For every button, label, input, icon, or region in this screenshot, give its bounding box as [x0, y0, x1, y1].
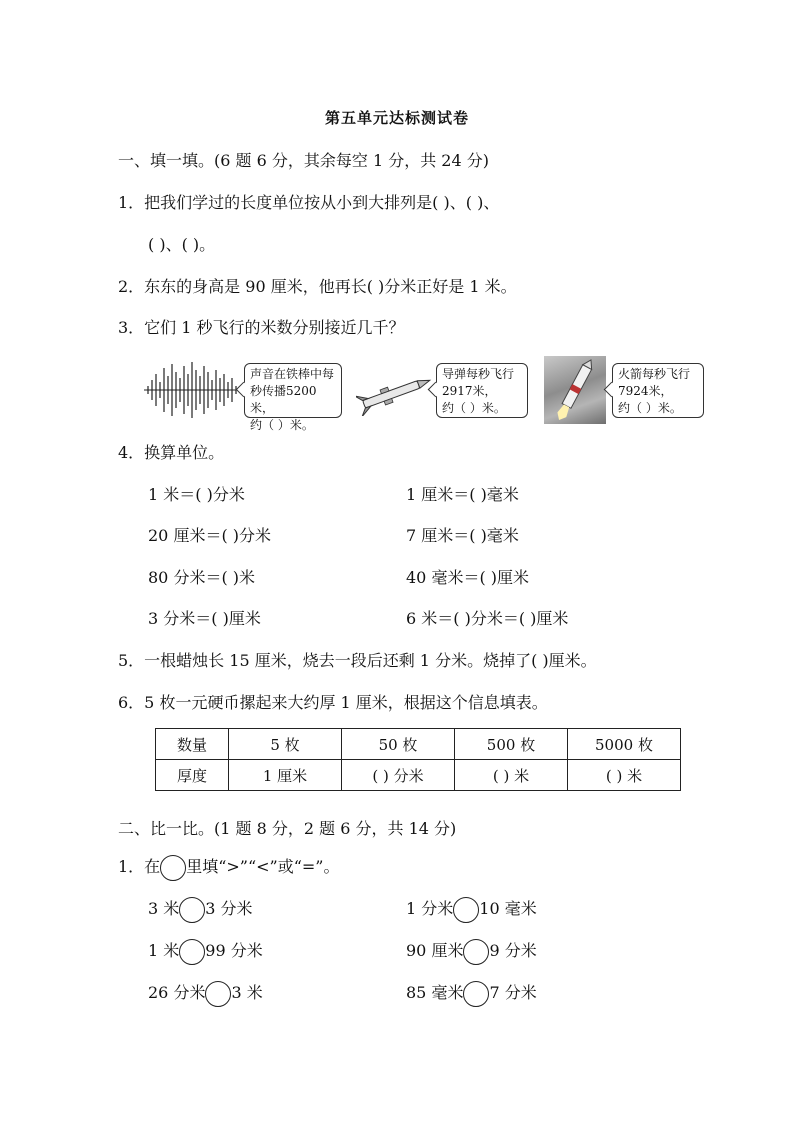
table-cell: ( ) 分米 [342, 760, 455, 791]
compare-left: 26 分米 [148, 983, 206, 1002]
question-3: 3．它们 1 秒飞行的米数分别接近几千？ [118, 318, 405, 337]
answer-circle[interactable] [179, 897, 205, 923]
section2-heading: 二、比一比。(1 题 8 分，2 题 6 分，共 14 分) [118, 819, 457, 838]
question-1-line-2: ( )、( )。 [148, 235, 216, 254]
table-cell: 数量 [156, 729, 229, 760]
rocket-icon [544, 356, 606, 424]
bubble-line: 2917米， [442, 384, 497, 398]
conversion-item: 20 厘米＝( )分米 [148, 526, 272, 545]
section1-heading: 一、填一填。(6 题 6 分，其余每空 1 分，共 24 分) [118, 151, 489, 170]
question-suffix: 里填“>”“<”或“=”。 [186, 857, 340, 876]
compare-right: 10 毫米 [479, 899, 537, 918]
rocket-photo [544, 356, 606, 424]
question-1-line-1: 1．把我们学过的长度单位按从小到大排列是( )、( )、 [118, 193, 500, 212]
bubble-line: 导弹每秒飞行 [442, 367, 515, 381]
answer-circle[interactable] [179, 939, 205, 965]
answer-circle[interactable] [453, 897, 479, 923]
speech-bubble-missile [436, 363, 528, 418]
bubble-line: 火箭每秒飞行 [618, 367, 691, 381]
conversion-item: 80 分米＝( )米 [148, 568, 256, 587]
bubble-line: 约（ ）米。 [250, 418, 314, 432]
compare-item [148, 980, 263, 1007]
compare-right: 9 分米 [489, 941, 537, 960]
question-prefix: 1．在 [118, 857, 161, 876]
compare-right: 99 分米 [205, 941, 263, 960]
question-2: 2．东东的身高是 90 厘米，他再长( )分米正好是 1 米。 [118, 277, 517, 296]
table-cell: ( ) 米 [455, 760, 568, 791]
table-cell: 5000 枚 [568, 729, 681, 760]
conversion-item: 1 厘米＝( )毫米 [406, 485, 519, 504]
compare-right: 3 分米 [205, 899, 253, 918]
missile-icon [356, 370, 434, 416]
table-cell: 5 枚 [229, 729, 342, 760]
question-4: 4．换算单位。 [118, 443, 225, 462]
answer-circle [160, 855, 186, 881]
compare-left: 1 分米 [406, 899, 454, 918]
table-cell: 500 枚 [455, 729, 568, 760]
compare-item [406, 896, 537, 923]
coin-thickness-table [155, 728, 681, 791]
table-cell: 50 枚 [342, 729, 455, 760]
page-title: 第五单元达标测试卷 [324, 109, 469, 127]
answer-circle[interactable] [205, 981, 231, 1007]
sound-wave-icon [144, 360, 240, 420]
compare-right: 7 分米 [489, 983, 537, 1002]
table-cell: 厚度 [156, 760, 229, 791]
table-row [156, 760, 681, 791]
conversion-item: 1 米＝( )分米 [148, 485, 245, 504]
bubble-line: 秒传播5200米， [250, 384, 317, 415]
conversion-item: 40 毫米＝( )厘米 [406, 568, 530, 587]
conversion-item: 3 分米＝( )厘米 [148, 609, 261, 628]
question-6: 6．5 枚一元硬币摞起来大约厚 1 厘米，根据这个信息填表。 [118, 693, 548, 712]
conversion-item: 7 厘米＝( )毫米 [406, 526, 519, 545]
speech-bubble-sound [244, 363, 342, 432]
compare-right: 3 米 [231, 983, 263, 1002]
compare-left: 1 米 [148, 941, 180, 960]
bubble-line: 约（ ）米。 [442, 401, 506, 415]
conversion-item: 6 米＝( )分米＝( )厘米 [406, 609, 569, 628]
compare-item [406, 980, 537, 1007]
compare-left: 3 米 [148, 899, 180, 918]
compare-item [406, 938, 537, 965]
answer-circle[interactable] [463, 981, 489, 1007]
table-row [156, 729, 681, 760]
table-cell: 1 厘米 [229, 760, 342, 791]
compare-left: 85 毫米 [406, 983, 464, 1002]
compare-item [148, 896, 253, 923]
compare-item [148, 938, 263, 965]
question-5: 5．一根蜡烛长 15 厘米，烧去一段后还剩 1 分米。烧掉了( )厘米。 [118, 651, 597, 670]
bubble-line: 声音在铁棒中每 [250, 367, 335, 381]
table-cell: ( ) 米 [568, 760, 681, 791]
compare-left: 90 厘米 [406, 941, 464, 960]
bubble-line: 约（ ）米。 [618, 401, 682, 415]
speech-bubble-rocket [612, 363, 704, 418]
answer-circle[interactable] [463, 939, 489, 965]
bubble-line: 7924米， [618, 384, 673, 398]
section2-question-1 [118, 854, 340, 881]
